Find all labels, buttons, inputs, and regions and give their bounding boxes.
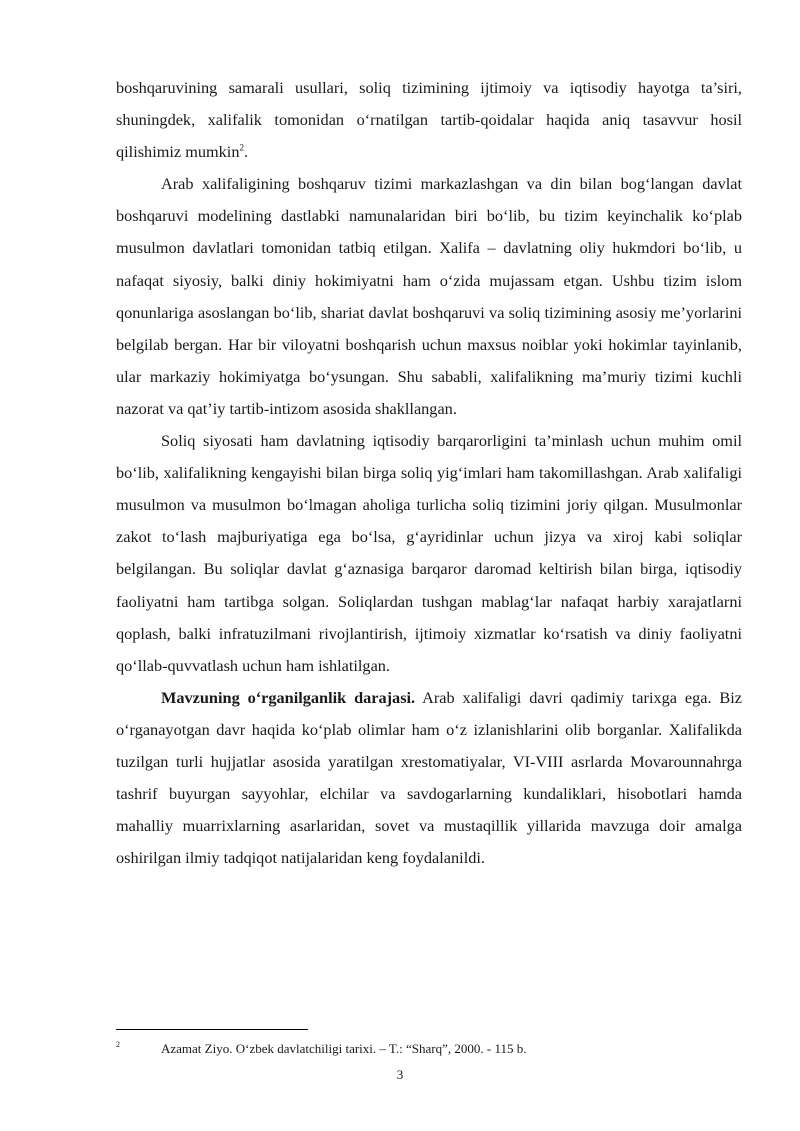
footnote-text: Azamat Ziyo. O‘zbek davlatchiligi tarixi. – T.: “Sharq”, 2000. - 115 b. [161, 1041, 527, 1056]
page-number: 3 [396, 1067, 404, 1082]
footnote-mark: 2 [116, 1040, 120, 1049]
paragraph-3: Soliq siyosati ham davlatning iqtisodiy barqarorligini ta’minlash uchun muhim omil bo‘lib, xalifalikning kengayishi bilan birga soliq yig‘imlari ham takomillashgan. Arab xalifaligi musulmon va musulmon bo‘lmagan aholiga turlicha soliq tizimini joriy qilgan. Musulmonlar zakot to‘lash majburiyatiga ega bo‘lsa, g‘ayridinlar uchun jizya va xiroj kabi soliqlar belgilangan. Bu soliqlar davlat g‘aznasiga barqaror daromad keltirish bilan birga, iqtisodiy faoliyatni ham tartibga solgan. Soliqlardan tushgan mablag‘lar nafaqat harbiy xarajatlarni qoplash, balki infratuzilmani rivojlantirish, ijtimoiy xizmatlar ko‘rsatish va diniy faoliyatni qo‘llab-quvvatlash uchun ham ishlatilgan. [116, 431, 742, 675]
paragraph-1 [116, 72, 742, 168]
footnote-divider [116, 1029, 308, 1030]
section-heading: Mavzuning o‘rganilganlik darajasi. [161, 687, 416, 707]
footnote-reference[interactable]: 2 [239, 142, 244, 153]
paragraph-1-text: boshqaruvining samarali usullari, soliq tizimining ijtimoiy va iqtisodiy hayotga ta’siri, shuningdek, xalifalik tomonidan o‘rnatilgan tartib-qoidalar haqida aniq tasavvur hosil qilishimiz mumkin [116, 78, 742, 162]
paragraph-4-text: Arab xalifaligi davri qadimiy tarixga ega. Biz o‘rganayotgan davr haqida ko‘plab olimlar ham o‘z izlanishlarini olib borganlar. Xalifalikda tuzilgan turli hujjatlar asosida yaratilgan xrestomatiyalar, VI-VIII asrlarda Movarounnahrga tashrif buyurgan sayyohlar, elchilar va savdogarlarning kundaliklari, hisobotlari hamda mahalliy muarrixlarning asarlaridan, sovet va mustaqillik yillarida mavzuga doir amalga oshirilgan ilmiy tadqiqot natijalaridan keng foydalanildi. [116, 687, 743, 868]
paragraph-4 [116, 682, 742, 875]
page-body [116, 72, 742, 874]
paragraph-2: Arab xalifaligining boshqaruv tizimi markazlashgan va din bilan bog‘langan davlat boshqaruvi modelining dastlabki namunalaridan biri bo‘lib, bu tizim keyinchalik ko‘plab musulmon davlatlari tomonidan tatbiq etilgan. Xalifa – davlatning oliy hukmdori bo‘lib, u nafaqat siyosiy, balki diniy hokimiyatni ham o‘zida mujassam etgan. Ushbu tizim islom qonunlariga asoslangan bo‘lib, shariat davlat boshqaruvi va soliq tizimining asosiy me’yorlarini belgilab bergan. Har bir viloyatni boshqarish uchun maxsus noiblar yoki hokimlar tayinlanib, ular markaziy hokimiyatga bo‘ysungan. Shu sababli, xalifalikning ma’muriy tizimi kuchli nazorat va qat’iy tartib-intizom asosida shakllangan. [116, 174, 742, 418]
paragraph-1-end: . [243, 142, 249, 162]
